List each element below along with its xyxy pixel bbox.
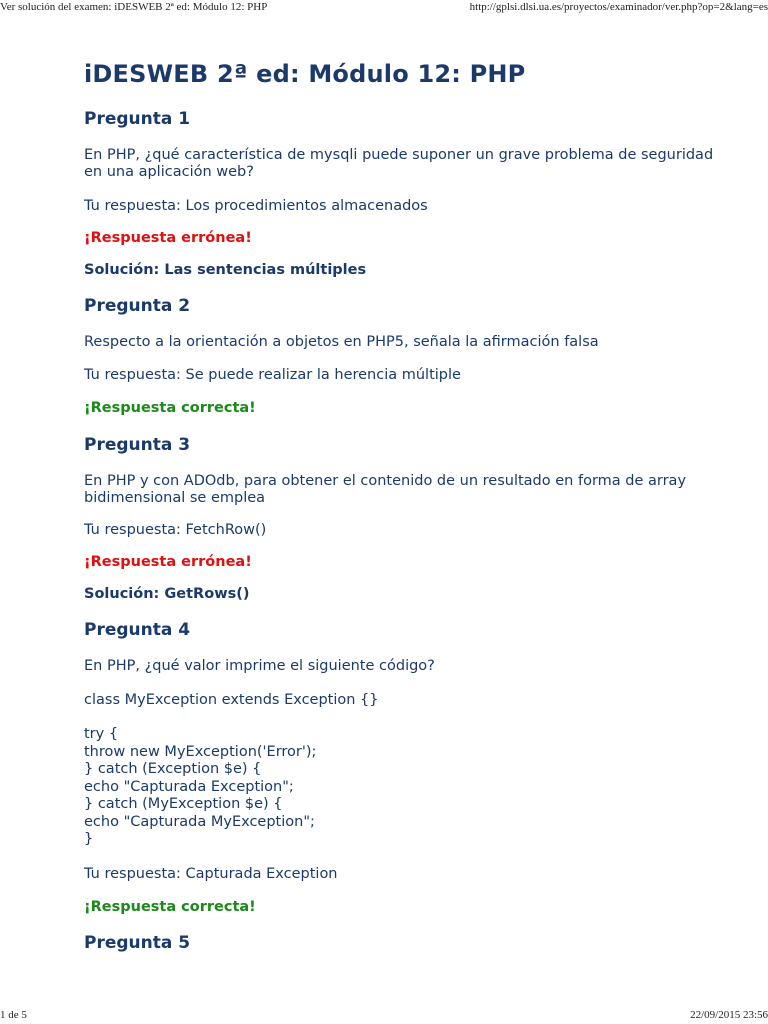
question-text: En PHP, ¿qué valor imprime el siguiente código? <box>84 658 435 674</box>
question-heading: Pregunta 4 <box>84 620 191 640</box>
solution: Solución: Las sentencias múltiples <box>84 262 367 278</box>
code-intro: class MyException extends Exception {} <box>84 692 379 708</box>
user-answer: Tu respuesta: Capturada Exception <box>84 865 338 882</box>
print-header-title: Ver solución del examen: iDESWEB 2ª ed: Módulo 12: PHP <box>0 1 268 13</box>
question-heading: Pregunta 1 <box>84 109 191 129</box>
print-header-url: http://gplsi.dlsi.ua.es/proyectos/examinador/ver.php?op=2&lang=es <box>469 1 768 13</box>
code-line: echo "Capturada Exception"; <box>84 778 294 795</box>
code-line: echo "Capturada MyException"; <box>84 813 315 830</box>
code-line: } catch (Exception $e) { <box>84 761 262 777</box>
question-3 <box>84 435 724 603</box>
user-answer: Tu respuesta: FetchRow() <box>84 522 267 538</box>
result-wrong: ¡Respuesta errónea! <box>84 230 252 246</box>
solution: Solución: GetRows() <box>84 586 250 602</box>
code-line: throw new MyException('Error'); <box>84 743 317 760</box>
question-heading: Pregunta 5 <box>84 932 191 953</box>
question-1 <box>84 109 724 279</box>
print-header <box>0 0 768 18</box>
code-block <box>84 726 724 849</box>
user-answer: Tu respuesta: Los procedimientos almacenados <box>84 198 428 214</box>
result-correct: ¡Respuesta correcta! <box>84 400 256 416</box>
question-4 <box>84 620 724 916</box>
code-line: try { <box>84 726 119 742</box>
user-answer: Tu respuesta: Se puede realizar la herencia múltiple <box>84 367 461 383</box>
code-line: } catch (MyException $e) { <box>84 796 283 812</box>
code-line: } <box>84 831 94 847</box>
question-text: Respecto a la orientación a objetos en PHP5, señala la afirmación falsa <box>84 334 599 350</box>
question-5 <box>84 933 724 953</box>
print-footer <box>0 1006 768 1024</box>
question-heading: Pregunta 3 <box>84 435 191 455</box>
question-2 <box>84 296 724 417</box>
result-wrong: ¡Respuesta errónea! <box>84 554 252 570</box>
question-text: En PHP, ¿qué característica de mysqli puede suponer un grave problema de seguridad en una aplicación web? <box>84 147 714 180</box>
page-title: iDESWEB 2ª ed: Módulo 12: PHP <box>84 60 526 88</box>
question-heading: Pregunta 2 <box>84 296 191 316</box>
exam-content <box>84 60 724 971</box>
question-text: En PHP y con ADOdb, para obtener el contenido de un resultado en forma de array bidimensional se emplea <box>84 473 687 506</box>
page-number: 1 de 5 <box>0 1009 27 1021</box>
print-datetime: 22/09/2015 23:56 <box>690 1009 768 1021</box>
result-correct: ¡Respuesta correcta! <box>84 898 256 915</box>
